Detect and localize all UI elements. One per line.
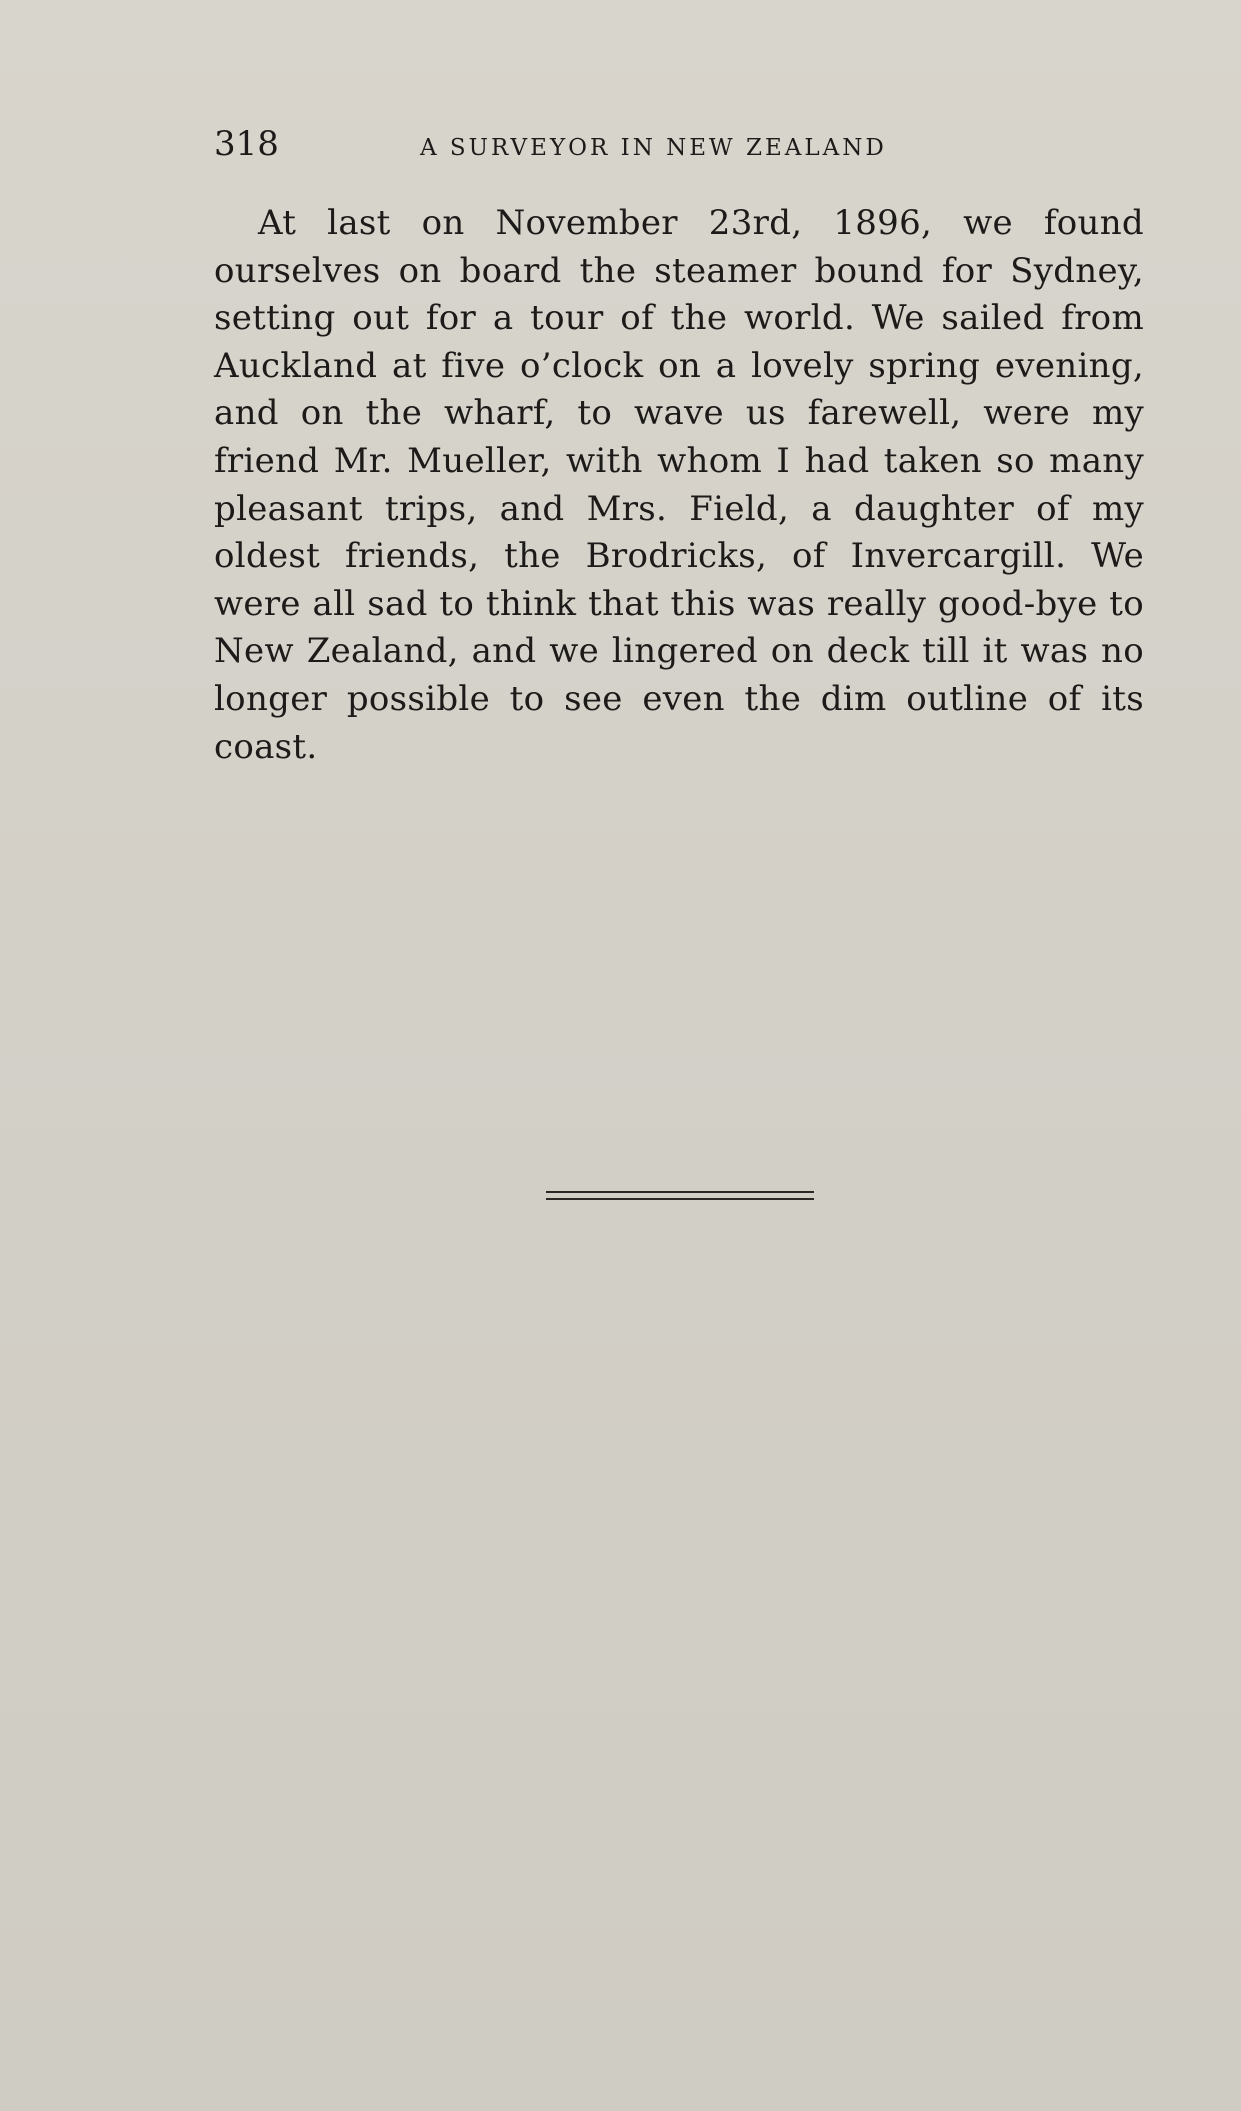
running-head [214,124,1144,174]
rule-line-bottom [546,1198,814,1200]
rule-line-top [546,1191,814,1193]
section-end-rule [546,1191,814,1201]
running-title: A SURVEYOR IN NEW ZEALAND [420,135,887,161]
body-paragraph: At last on November 23rd, 1896, we found ourselves on board the steamer bound for Sydney, setting out for a tour of the world. We sailed from Auckland at five o’clock on a lovely spring evening, and on the wharf, to wave us farewell, were my friend Mr. Mueller, with whom I had taken so many pleasant trips, and Mrs. Field, a daughter of my oldest friends, the Brodricks, of Invercargill. We were all sad to think that this was really good-bye to New Zealand, and we lingered on deck till it was no longer possible to see even the dim outline of its coast. [214,203,1144,767]
page-number: 318 [214,124,279,164]
